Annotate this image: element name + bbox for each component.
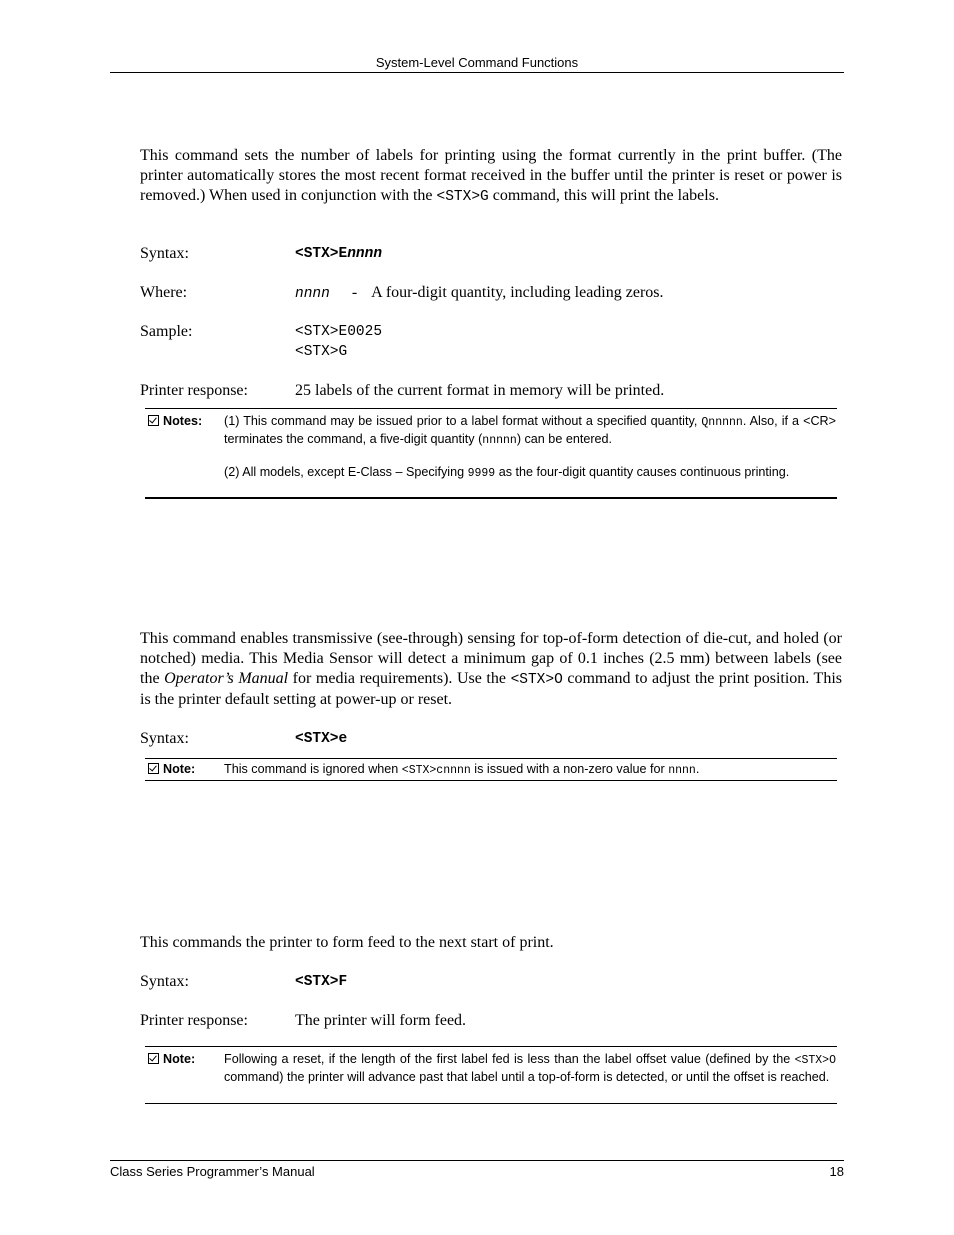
- inline-code: <STX>G: [436, 189, 489, 205]
- syntax-code: <STX>F: [295, 974, 348, 990]
- where-label: Where:: [140, 284, 188, 301]
- note-box: [145, 758, 837, 781]
- e-command-description: [140, 146, 842, 207]
- text: This command is ignored when: [224, 762, 402, 776]
- text: as the four-digit quantity causes continuous printing.: [495, 465, 790, 479]
- inline-code: nnnn: [668, 764, 696, 777]
- syntax-command: <STX>E: [295, 246, 348, 262]
- response-text: The printer will form feed.: [295, 1012, 467, 1029]
- inline-code: <STX>cnnnn: [401, 764, 471, 777]
- note-2: [224, 464, 836, 482]
- printer-response-row: [140, 381, 842, 401]
- syntax-code: <STX>e: [295, 731, 348, 747]
- text: This commands the printer to form feed to the next start of print.: [140, 934, 554, 951]
- text: for media requirements). Use the: [288, 670, 511, 687]
- text: .: [695, 762, 700, 776]
- f-command-description: [140, 933, 842, 953]
- italic-text: Operator’s Manual: [164, 670, 289, 687]
- checkbox-icon: [148, 763, 159, 774]
- inline-code: <STX>O: [794, 1054, 836, 1067]
- text: This command enables transmissive (see-through) sensing for top-of-form detection of die-cut, and holed (or notched) media. This Media Sensor will detect a minimum gap of 0.1 inches (2.5 mm) between labels (see the: [140, 630, 842, 687]
- where-value: [295, 283, 664, 304]
- notes-label-text: Notes:: [163, 414, 203, 428]
- response-label: Printer response:: [140, 1012, 248, 1029]
- page-header: [110, 56, 844, 73]
- response-text: 25 labels of the current format in memory will be printed.: [295, 382, 665, 399]
- syntax-label: Syntax:: [140, 973, 189, 990]
- sample-line-2: <STX>G: [295, 344, 348, 360]
- inline-code: Qnnnnn: [701, 416, 743, 429]
- note-1: [224, 413, 836, 449]
- syntax-row: [140, 972, 842, 992]
- note-label: [148, 1051, 195, 1068]
- e-lowercase-command-description: [140, 629, 842, 710]
- inline-code: <STX>O: [510, 672, 563, 688]
- where-parameter: nnnn: [295, 286, 330, 302]
- text: command to adjust the print position. This is the printer default setting at power-up or reset.: [140, 670, 843, 708]
- note-text: [224, 1051, 836, 1086]
- inline-code: nnnnn: [482, 434, 517, 447]
- inline-code: 9999: [467, 467, 496, 480]
- text: is issued with a non-zero value for: [470, 762, 669, 776]
- sample-label: Sample:: [140, 323, 193, 340]
- text: . Also, if a <CR> terminates the command, a five-digit quantity (: [224, 414, 836, 446]
- text: (2) All models, except E-Class – Specifying: [224, 465, 468, 479]
- page-footer: [110, 1160, 844, 1179]
- note-label: [148, 761, 195, 778]
- response-label: Printer response:: [140, 382, 248, 399]
- note-label-text: Note:: [163, 1052, 196, 1066]
- syntax-parameter: nnnn: [347, 246, 383, 262]
- text: Following a reset, if the length of the first label fed is less than the label offset value (defined by the: [224, 1052, 795, 1066]
- footer-manual-title: Class Series Programmer’s Manual: [110, 1164, 315, 1179]
- page-number: 18: [829, 1164, 844, 1179]
- syntax-code: [295, 244, 382, 264]
- syntax-label: Syntax:: [140, 730, 189, 747]
- checkbox-icon: [148, 1053, 159, 1064]
- where-row: [140, 283, 842, 303]
- sample-line-1: <STX>E0025: [295, 324, 383, 340]
- syntax-label: Syntax:: [140, 245, 189, 262]
- text: ) can be entered.: [516, 432, 613, 446]
- syntax-row: [140, 244, 842, 264]
- note-text: [224, 761, 836, 779]
- header-title: System-Level Command Functions: [375, 55, 579, 70]
- note-box: [145, 1046, 837, 1104]
- text: This command sets the number of labels for printing using the format currently in the print buffer. (The printer automatically stores the most recent format received in the buffer until the printer is reset or power is removed.) When used in conjunction with the: [140, 147, 842, 204]
- checkbox-icon: [148, 415, 159, 426]
- where-description: A four-digit quantity, including leading zeros.: [371, 284, 664, 301]
- printer-response-row: [140, 1011, 842, 1031]
- notes-label: [148, 413, 202, 430]
- note-label-text: Note:: [163, 762, 196, 776]
- where-dash: -: [351, 284, 358, 301]
- text: command, this will print the labels.: [488, 187, 719, 204]
- notes-box: [145, 408, 837, 499]
- sample-row: [140, 322, 842, 362]
- text: (1) This command may be issued prior to a label format without a specified quantity,: [224, 414, 702, 428]
- text: command) the printer will advance past that label until a top-of-form is detected, or until the offset is reached.: [224, 1070, 830, 1084]
- syntax-row: [140, 729, 842, 749]
